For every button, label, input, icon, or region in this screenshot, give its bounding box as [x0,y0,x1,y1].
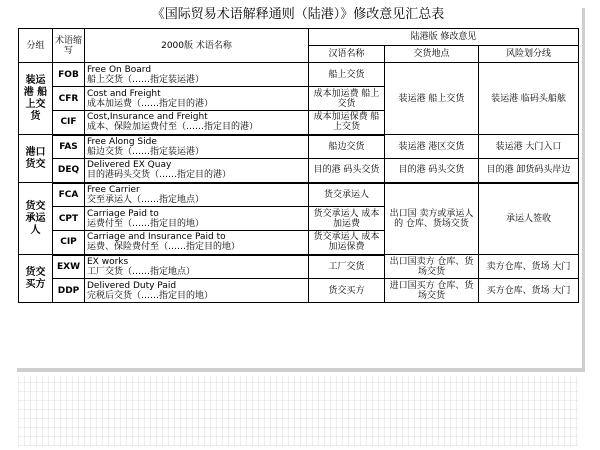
term-en: Free On Board [87,64,152,75]
delivery-cell: 装运港 船上交货 [385,63,479,135]
term-name [85,87,309,111]
term-code: DEQ [53,159,85,183]
term-name [85,135,309,159]
header-delivery: 交货地点 [385,46,479,63]
cn-name: 货交买方 [309,279,385,303]
term-en: Delivered EX Quay [87,160,172,171]
risk-cell: 承运人签收 [479,183,579,255]
term-name [85,279,309,303]
term-en: Cost and Freight [87,88,161,99]
term-cn: 工厂交货（……指定地点） [87,266,196,277]
term-cn: 成本、保险加运费付至（……指定目的港） [87,122,259,133]
term-name [85,255,309,279]
table-row [19,183,579,207]
cn-name: 货交承运人 成本加运保费 [309,231,385,255]
term-code: CFR [53,87,85,111]
delivery-cell: 装运港 港区交货 [385,135,479,159]
term-cn: 运费付至（……指定目的地） [87,218,205,229]
term-name [85,207,309,231]
term-name [85,159,309,183]
delivery-cell: 出口国卖方 仓库、货场交货 [385,255,479,279]
header-cn-name: 汉语名称 [309,46,385,63]
header-risk: 风险划分线 [479,46,579,63]
risk-cell: 买方仓库、货场 大门 [479,279,579,303]
term-en: Carriage and Insurance Paid to [87,232,226,243]
header-row-1 [19,29,579,46]
delivery-cell: 目的港 码头交货 [385,159,479,183]
term-cn: 成本加运费（……指定目的港） [87,98,214,109]
document-page [14,4,582,368]
term-cn: 运费、保险费付至（……指定目的地） [87,242,241,253]
term-code: FOB [53,63,85,87]
table-row [19,159,579,183]
header-term-2000: 2000版 术语名称 [85,29,309,63]
summary-table [18,28,579,303]
group-cell: 货交承运人 [19,183,53,255]
cn-name: 成本加运费 船上交货 [309,87,385,111]
cn-name: 目的港 码头交货 [309,159,385,183]
term-cn: 目的港码头交货（……指定目的港） [87,170,232,181]
term-en: Carriage Paid to [87,208,159,219]
term-code: CPT [53,207,85,231]
term-code: FCA [53,183,85,207]
term-en: Free Carrier [87,184,140,195]
term-cn: 交至承运人（……指定地点） [87,194,205,205]
cn-name: 货交承运人 [309,183,385,207]
risk-cell: 目的港 卸货码头岸边 [479,159,579,183]
term-name [85,183,309,207]
term-cn: 船上交货（……指定装运港） [87,74,205,85]
delivery-cell: 进口国买方 仓库、货场交货 [385,279,479,303]
risk-cell: 装运港 大门入口 [479,135,579,159]
term-code: EXW [53,255,85,279]
document-title: 《国际贸易术语解释通则（陆港）》修改意见汇总表 [151,7,445,22]
term-cn: 完税后交货（……指定目的地） [87,290,214,301]
group-cell: 货交买方 [19,255,53,303]
table-row [19,63,579,87]
risk-cell: 装运港 临码头船舷 [479,63,579,135]
term-cn: 船边交货（……指定装运港） [87,146,205,157]
term-en: EX works [87,256,129,267]
term-code: DDP [53,279,85,303]
term-name [85,63,309,87]
header-revision: 陆港版 修改意见 [309,29,579,46]
reflection-area [18,376,578,446]
delivery-cell: 出口国 卖方或承运人的 仓库、货场交货 [385,183,479,255]
term-code: FAS [53,135,85,159]
cn-name: 船上交货 [309,63,385,87]
term-en: Delivered Duty Paid [87,280,177,291]
cn-name: 工厂交货 [309,255,385,279]
term-name [85,111,309,135]
group-cell: 装运港 船上交货 [19,63,53,135]
term-en: Cost,Insurance and Freight [87,112,208,123]
term-en: Free Along Side [87,136,157,147]
table-row [19,279,579,303]
header-abbr: 术语缩写 [53,29,85,63]
risk-cell: 卖方仓库、货场 大门 [479,255,579,279]
header-group: 分组 [19,29,53,63]
term-code: CIF [53,111,85,135]
table-row [19,135,579,159]
term-name [85,231,309,255]
cn-name: 货交承运人 成本加运费 [309,207,385,231]
cn-name: 成本加运保费 船上交货 [309,111,385,135]
cn-name: 船边交货 [309,135,385,159]
group-cell: 港口货交 [19,135,53,183]
term-code: CIP [53,231,85,255]
table-row [19,255,579,279]
